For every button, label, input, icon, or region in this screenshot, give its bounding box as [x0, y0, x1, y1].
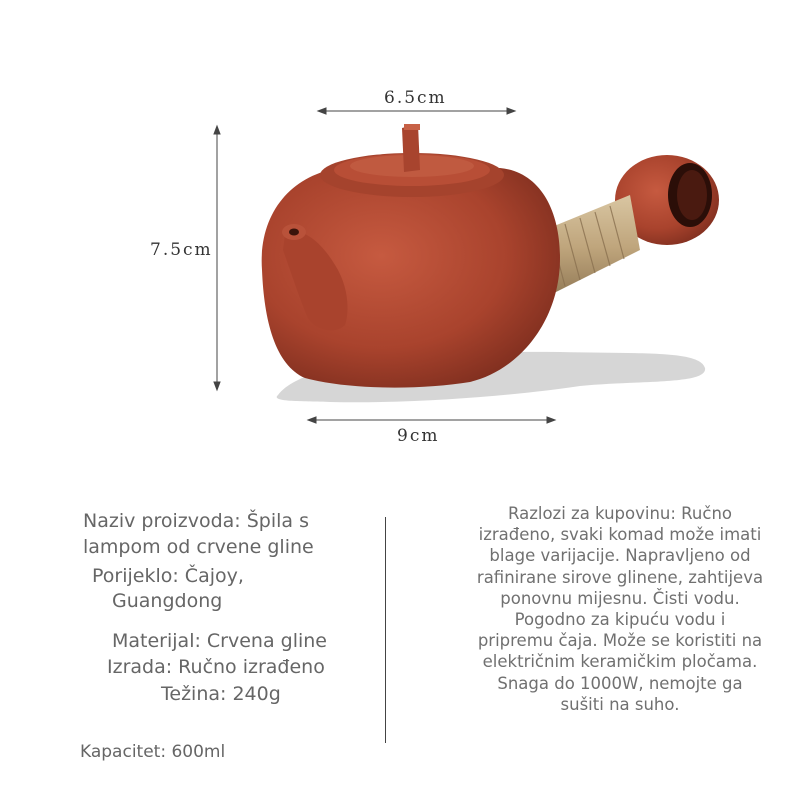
- spec-weight: Težina: 240g: [161, 683, 281, 705]
- height-dimension-line: [214, 126, 220, 390]
- spec-craft: Izrada: Ručno izrađeno: [107, 656, 325, 678]
- spec-origin-line1: Porijeklo: Čajoy,: [92, 565, 244, 587]
- spec-material: Materijal: Crvena gline: [112, 630, 327, 652]
- reasons-to-buy: [440, 503, 800, 715]
- width-dimension-label: 6.5cm: [384, 88, 447, 108]
- spec-product-name-line2: lampom od crvene gline: [83, 536, 314, 558]
- spec-product-name-line1: Naziv proizvoda: Špila s: [83, 510, 309, 532]
- spec-origin-line2: Guangdong: [112, 590, 223, 612]
- reasons-line: ponovnu mijesnu. Čisti vodu.: [500, 588, 740, 608]
- teapot-lid: [320, 124, 504, 197]
- height-dimension-label: 7.5cm: [150, 240, 213, 260]
- width-dimension-line: [318, 108, 515, 114]
- spec-capacity: Kapacitet: 600ml: [80, 742, 226, 762]
- reasons-line: Razlozi za kupovinu: Ručno: [507, 504, 732, 523]
- reasons-line: sušiti na suho.: [560, 694, 680, 714]
- column-divider: [385, 517, 386, 743]
- reasons-line: električnim keramičkim pločama.: [482, 652, 758, 672]
- length-dimension-line: [308, 417, 555, 423]
- reasons-line: rafinirane sirove glinene, zahtijeva: [476, 567, 764, 587]
- reasons-line: Pogodno za kipuću vodu i: [514, 610, 726, 630]
- reasons-line: Snaga do 1000W, nemojte ga: [497, 673, 743, 693]
- reasons-line: blage varijacije. Napravljeno od: [489, 546, 751, 566]
- reasons-line: izrađeno, svaki komad može imati: [478, 525, 762, 545]
- reasons-line: pripremu čaja. Može se koristiti na: [477, 631, 763, 651]
- length-dimension-label: 9cm: [397, 426, 440, 446]
